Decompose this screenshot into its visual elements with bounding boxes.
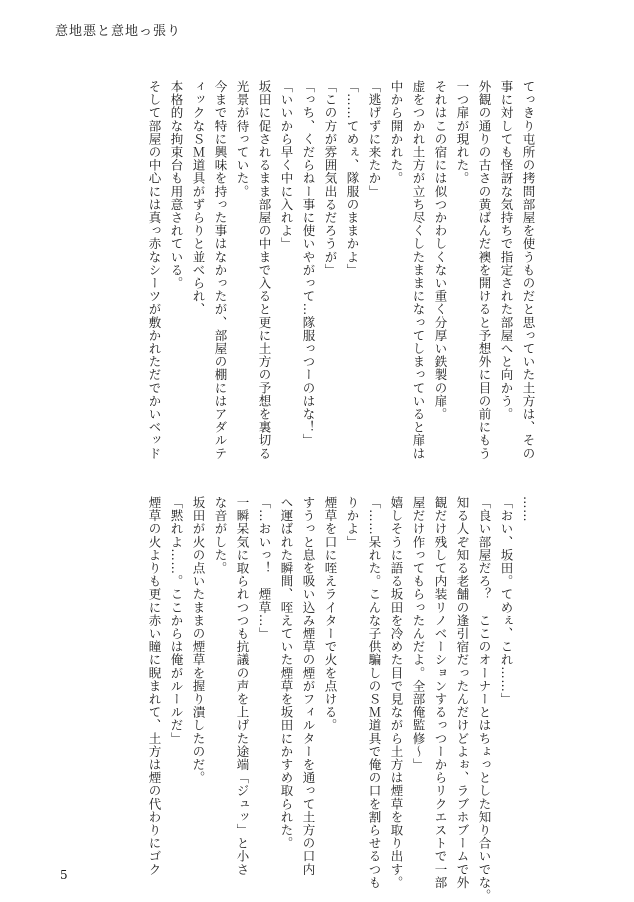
text-line: 光景が待っていた。 bbox=[235, 80, 250, 198]
text-line: 「この方が雰囲気出るだろうが」 bbox=[323, 80, 338, 277]
text-line: な音がした。 bbox=[213, 496, 228, 575]
text-line: ィックなＳＭ道具がずらりと並べられ、 bbox=[191, 80, 206, 316]
text-line: へ運ばれた瞬間、咥えていた煙草を坂田にかすめ取られた。 bbox=[279, 496, 294, 850]
text-line: …… bbox=[521, 496, 536, 523]
text-line: 今まで特に興味を持った事はなかったが、部屋の棚にはアダルテ bbox=[213, 80, 228, 460]
text-line: そして部屋の中心には真っ赤なシーツが敷かれただでかいベッド bbox=[147, 80, 162, 460]
text-line: 虚をつかれ土方が立ち尽くしたままになってしまっていると扉は bbox=[411, 80, 426, 460]
text-line: 坂田に促されるまま部屋の中まで入ると更に土方の予想を裏切る bbox=[257, 80, 272, 460]
text-line: 事に対しても怪訝な気持ちで指定された部屋へと向かう。 bbox=[499, 80, 514, 421]
running-title: 意地悪と意地っ張り bbox=[55, 24, 182, 39]
text-line: それはこの宿には似つかわしくない重く分厚い鉄製の扉。 bbox=[433, 80, 448, 421]
text-line: 一つ扉が現れた。 bbox=[455, 80, 470, 185]
text-line: 「…おいっ！ 煙草…」 bbox=[257, 496, 272, 641]
text-line: 観だけ残して内装リノベーションするっつーからリクエストで一部 bbox=[433, 496, 448, 889]
text-line: 外観の通りの古さの黄ばんだ襖を開けると予想外に目の前にもう bbox=[477, 80, 492, 460]
text-line: 本格的な拘束台も用意されている。 bbox=[169, 80, 184, 290]
text-line: 坂田が火の点いたままの煙草を握り潰したのだ。 bbox=[191, 496, 206, 785]
page-number: 5 bbox=[60, 868, 68, 882]
text-line: 「っち、くだらねー事に使いやがって…隊服っつーのはな！」 bbox=[301, 80, 316, 447]
text-line: 「……呆れた。こんな子供騙しのＳＭ道具で俺の口を割らせるつも bbox=[367, 496, 382, 889]
text-line: 「いいから早く中に入れよ」 bbox=[279, 80, 294, 251]
text-line: 知る人ぞ知る老舗の逢引宿だったんだけどよぉ、ラブホブームで外 bbox=[455, 496, 470, 889]
text-line: 「……てめぇ、隊服のままかよ」 bbox=[345, 80, 360, 277]
lower-text-block bbox=[59, 496, 539, 902]
text-line: すうっと息を吸い込み煙草の煙がフィルターを通って土方の口内 bbox=[301, 496, 316, 876]
text-line: 「黙れよ……。ここからは俺がルールだ」 bbox=[169, 496, 184, 745]
text-line: 中から開かれた。 bbox=[389, 80, 404, 185]
text-line: りかよ」 bbox=[345, 496, 360, 549]
text-line: 煙草を口に咥えライターで火を点ける。 bbox=[323, 496, 338, 732]
text-line: 一瞬呆気に取られつつも抗議の声を上げた途端「ジュッ」と小さ bbox=[235, 496, 250, 876]
text-line: 嬉しそうに語る坂田を冷めた目で見ながら土方は煙草を取り出す。 bbox=[389, 496, 404, 889]
text-line: 「逃げずに来たか」 bbox=[367, 80, 382, 198]
upper-text-block bbox=[59, 80, 539, 470]
text-line: 煙草の火よりも更に赤い瞳に睨まれて、土方は煙の代わりにゴク bbox=[147, 496, 162, 876]
text-line: てっきり屯所の拷問部屋を使うものだと思っていた土方は、その bbox=[521, 80, 536, 460]
text-line: 「おい、坂田。てめぇ、これ……」 bbox=[499, 496, 514, 706]
text-line: 「良い部屋だろ？ ここのオーナーとはちょっとした知り合いでな。 bbox=[477, 496, 492, 902]
text-line: 屋だけ作ってもらったんだよ。全部俺監修～」 bbox=[411, 496, 426, 772]
